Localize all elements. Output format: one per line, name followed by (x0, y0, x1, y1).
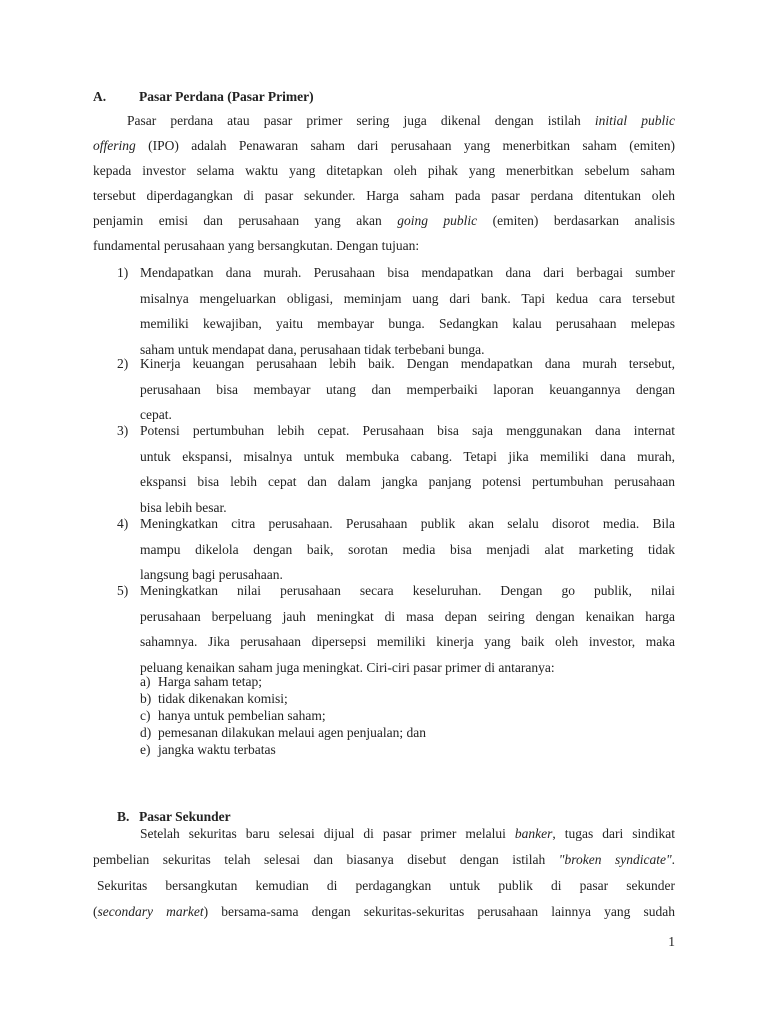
list-item-line: cepat. (140, 407, 172, 422)
paragraph-line: pembelian sekuritas telah selesai dan biasanya disebut dengan istilah "broken syndicate". (93, 852, 675, 867)
paragraph-line: (secondary market) bersama-sama dengan sekuritas-sekuritas perusahaan lainnya yang sudah (93, 904, 675, 919)
list-item-line: Kinerja keuangan perusahaan lebih baik. Dengan mendapatkan dana murah tersebut, (140, 356, 675, 371)
list-item-line: peluang kenaikan saham juga meningkat. Ciri-ciri pasar primer di antaranya: (140, 659, 555, 675)
sublist-item-text: Harga saham tetap; (158, 674, 262, 689)
sublist-letter: b) (140, 691, 152, 706)
section-a-label: A. (93, 89, 107, 104)
list-item-number: 5) (117, 583, 129, 598)
list-item-line: Potensi pertumbuhan lebih cepat. Perusahaan bisa saja menggunakan dana internat (140, 423, 675, 438)
sublist-letter: d) (140, 725, 152, 740)
sublist-letter: a) (140, 674, 151, 689)
paragraph-line: offering (IPO) adalah Penawaran saham dari perusahaan yang menerbitkan saham (emiten) (93, 138, 675, 153)
sublist-item-text: pemesanan dilakukan melaui agen penjualan; dan (158, 725, 427, 740)
list-item-number: 4) (117, 516, 129, 531)
list-item-line: saham untuk mendapat dana, perusahaan tidak terbebani bunga. (140, 341, 485, 357)
sublist-letter: e) (140, 742, 151, 757)
list-item-line: ekspansi bisa lebih cepat dan dalam jangka panjang potensi pertumbuhan perusahaan (140, 474, 675, 489)
list-item-line: untuk ekspansi, misalnya untuk membuka cabang. Tetapi jika memiliki dana murah, (140, 448, 675, 464)
list-item-line: Meningkatkan nilai perusahaan secara keseluruhan. Dengan go publik, nilai (140, 583, 675, 598)
sublist-item-text: jangka waktu terbatas (158, 742, 276, 757)
list-item-line: Meningkatkan citra perusahaan. Perusahaan publik akan selalu disorot media. Bila (140, 516, 675, 531)
section-a-title: Pasar Perdana (Pasar Primer) (139, 89, 314, 104)
sublist-item-text: tidak dikenakan komisi; (158, 691, 288, 706)
page-number: 1 (668, 934, 675, 949)
sublist-letter: c) (140, 708, 151, 723)
list-item-line: misalnya mengeluarkan obligasi, meminjam uang dari bank. Tapi kedua cara tersebut (140, 290, 675, 306)
list-item-number: 3) (117, 423, 129, 438)
paragraph-line: Setelah sekuritas baru selesai dijual di pasar primer melalui banker, tugas dari sindikat (140, 826, 675, 841)
paragraph-line: fundamental perusahaan yang bersangkutan. Dengan tujuan: (93, 238, 420, 253)
list-item-number: 2) (117, 356, 129, 371)
section-a-heading (93, 89, 314, 105)
list-item-line: langsung bagi perusahaan. (140, 567, 283, 582)
paragraph-line: Sekuritas bersangkutan kemudian di perdagangkan untuk publik di pasar sekunder (97, 878, 675, 893)
list-item-line: mampu dikelola dengan baik, sorotan media bisa menjadi alat marketing tidak (140, 541, 675, 557)
paragraph-line: Pasar perdana atau pasar primer sering juga dikenal dengan istilah initial public (127, 113, 675, 128)
list-item-number: 1) (117, 265, 129, 280)
sublist-item-text: hanya untuk pembelian saham; (158, 708, 326, 723)
section-b-title: Pasar Sekunder (139, 809, 231, 824)
paragraph-line: tersebut diperdagangkan di pasar sekunder. Harga saham pada pasar perdana ditentukan oleh (93, 188, 675, 203)
paragraph-line: kepada investor selama waktu yang ditetapkan oleh pihak yang menerbitkan sebelum saham (93, 163, 675, 178)
paragraph-line: penjamin emisi dan perusahaan yang akan going public (emiten) berdasarkan analisis (93, 213, 675, 228)
list-item-line: sahamnya. Jika perusahaan dipersepsi memiliki kinerja yang baik oleh investor, maka (140, 634, 675, 649)
list-item-line: memiliki kewajiban, yaitu membayar bunga. Sedangkan kalau perusahaan melepas (140, 316, 675, 331)
list-item-line: Mendapatkan dana murah. Perusahaan bisa mendapatkan dana dari berbagai sumber (140, 265, 675, 280)
list-item-line: perusahaan bisa membayar utang dan memperbaiki laporan keuangannya dengan (140, 381, 675, 397)
section-b-label: B. (117, 809, 130, 824)
list-item-line: bisa lebih besar. (140, 499, 227, 515)
list-item-line: perusahaan berpeluang jauh meningkat di masa depan seiring dengan kenaikan harga (140, 608, 675, 624)
section-b-heading (117, 809, 231, 825)
